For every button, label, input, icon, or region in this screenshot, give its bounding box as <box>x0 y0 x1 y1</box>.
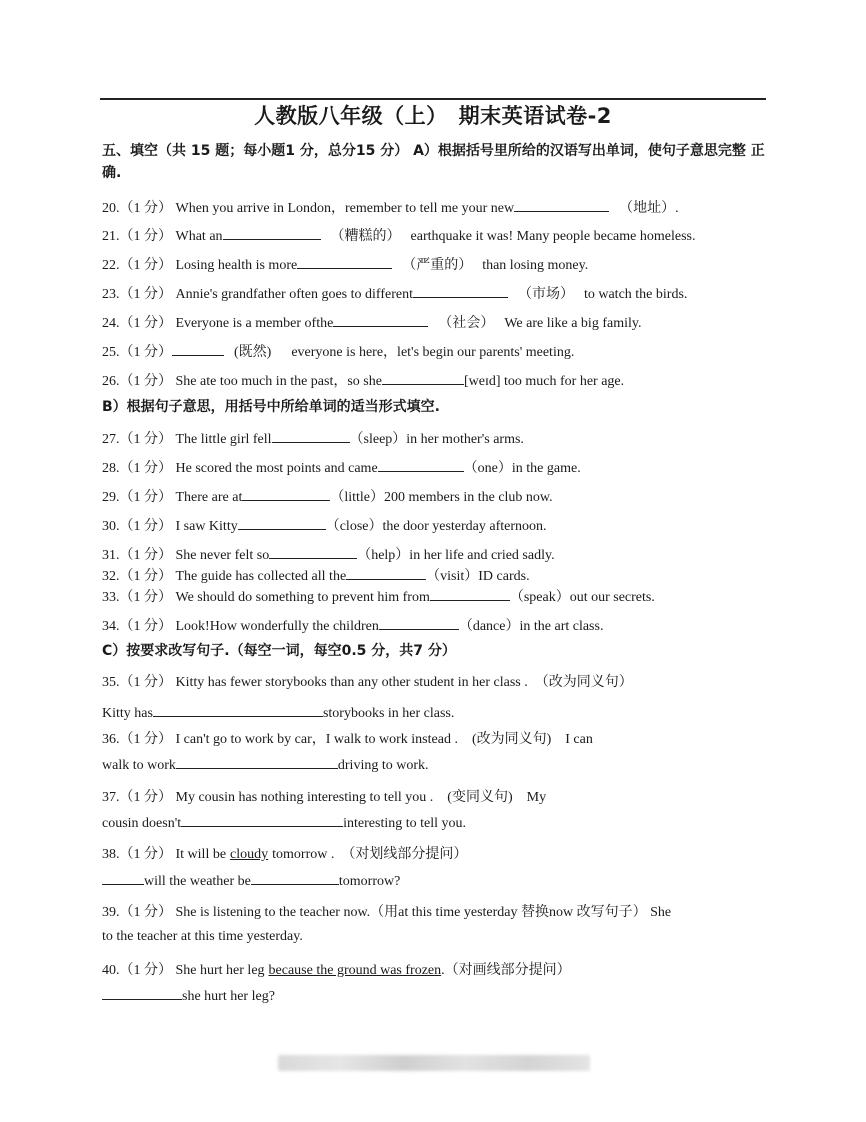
question-22: 22.（1 分） Losing health is more （严重的） than losing money. <box>102 255 588 275</box>
question-31: 31.（1 分） She never felt so （help）in her life and cried sadly. <box>102 545 555 565</box>
answer-blank[interactable] <box>430 587 510 601</box>
question-24: 24.（1 分） Everyone is a member ofthe （社会） We are like a big family. <box>102 313 641 333</box>
answer-blank[interactable] <box>238 516 326 530</box>
question-35-answer: Kitty has storybooks in her class. <box>102 703 454 723</box>
section-c-heading: C）按要求改写句子.（每空一词，每空0.5 分，共7 分） <box>102 643 456 659</box>
question-37: 37.（1 分） My cousin has nothing interesting to tell you . (变同义句) My <box>102 790 547 805</box>
question-26: 26.（1 分） She ate too much in the past，so she [weɪd] too much for her age. <box>102 371 624 391</box>
answer-blank[interactable] <box>269 545 357 559</box>
answer-blank[interactable] <box>172 342 224 356</box>
answer-blank[interactable] <box>346 566 426 580</box>
question-40: 40.（1 分） She hurt her leg because the ground was frozen.（对画线部分提问） <box>102 963 571 978</box>
section-five-heading: 五、填空（共 15 题；每小题1 分，总分15 分） A）根据括号里所给的汉语写出单词，使句子意思完整 正 确. <box>102 143 765 181</box>
question-40-answer: she hurt her leg? <box>102 986 275 1006</box>
question-25: 25.（1 分） (既然) everyone is here，let's begin our parents' meeting. <box>102 342 574 362</box>
underlined-phrase: because the ground was frozen <box>268 963 442 978</box>
question-39-answer: to the teacher at this time yesterday. <box>102 929 303 944</box>
underlined-word: cloudy <box>230 847 269 862</box>
question-39: 39.（1 分） She is listening to the teacher now.（用at this time yesterday 替换now 改写句子） She <box>102 905 672 920</box>
blurred-watermark <box>278 1055 590 1071</box>
answer-blank[interactable] <box>181 813 343 827</box>
answer-blank[interactable] <box>251 871 339 885</box>
question-37-answer: cousin doesn't interesting to tell you. <box>102 813 466 833</box>
question-20: 20.（1 分） When you arrive in London，remember to tell me your new （地址）. <box>102 198 679 218</box>
answer-blank[interactable] <box>514 198 609 212</box>
answer-blank[interactable] <box>382 371 464 385</box>
answer-blank[interactable] <box>242 487 330 501</box>
question-21: 21.（1 分） What an （糟糕的） earthquake it was! Many people became homeless. <box>102 226 695 246</box>
question-34: 34.（1 分） Look!How wonderfully the children （dance）in the art class. <box>102 616 603 636</box>
answer-blank[interactable] <box>176 755 338 769</box>
answer-blank[interactable] <box>153 703 323 717</box>
question-30: 30.（1 分） I saw Kitty （close）the door yesterday afternoon. <box>102 516 547 536</box>
question-38: 38.（1 分） It will be cloudy tomorrow . （对划线部分提问） <box>102 847 468 862</box>
question-36: 36.（1 分） I can't go to work by car，I walk to work instead . (改为同义句) I can <box>102 732 593 747</box>
question-35: 35.（1 分） Kitty has fewer storybooks than any other student in her class . （改为同义句） <box>102 675 633 690</box>
answer-blank[interactable] <box>272 429 350 443</box>
answer-blank[interactable] <box>413 284 508 298</box>
cut-off-next-line <box>102 1020 502 1028</box>
answer-blank[interactable] <box>297 255 392 269</box>
question-27: 27.（1 分） The little girl fell （sleep）in her mother's arms. <box>102 429 524 449</box>
question-23: 23.（1 分） Annie's grandfather often goes to different （市场） to watch the birds. <box>102 284 687 304</box>
answer-blank[interactable] <box>378 458 464 472</box>
page-title: 人教版八年级（上） 期末英语试卷-2 <box>254 104 612 128</box>
answer-blank[interactable] <box>102 986 182 1000</box>
question-28: 28.（1 分） He scored the most points and came （one）in the game. <box>102 458 581 478</box>
section-b-heading: B）根据句子意思，用括号中所给单词的适当形式填空. <box>102 399 440 415</box>
question-32: 32.（1 分） The guide has collected all the （visit）ID cards. <box>102 566 530 586</box>
question-38-answer: will the weather be tomorrow? <box>102 871 400 891</box>
question-33: 33.（1 分） We should do something to prevent him from （speak）out our secrets. <box>102 587 655 607</box>
answer-blank[interactable] <box>333 313 428 327</box>
answer-blank[interactable] <box>379 616 459 630</box>
question-36-answer: walk to work driving to work. <box>102 755 429 775</box>
question-29: 29.（1 分） There are at （little）200 members in the club now. <box>102 487 553 507</box>
answer-blank[interactable] <box>102 871 144 885</box>
answer-blank[interactable] <box>223 226 321 240</box>
